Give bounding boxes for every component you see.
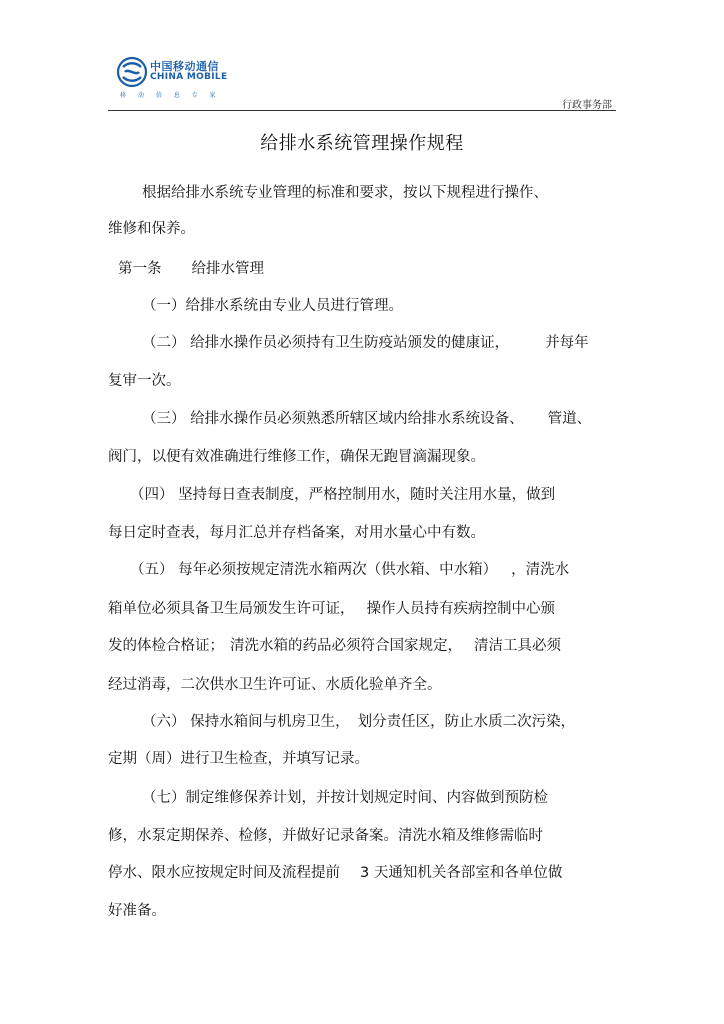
item-4-line-1: （四） 坚持每日查表制度，严格控制用水，随时关注用水量，做到	[130, 487, 556, 503]
item-3-text-b: 管道、	[547, 411, 592, 427]
article-title: 给排水管理	[191, 261, 264, 277]
intro-line-2: 维修和保养。	[108, 221, 195, 237]
logo-english-name: CHINA MOBILE	[150, 72, 228, 82]
item-4-line-2: 每日定时查表，每月汇总并存档备案，对用水量心中有数。	[108, 525, 485, 541]
item-3-text-a: （三） 给排水操作员必须熟悉所辖区域内给排水系统设备、	[142, 411, 524, 427]
item-5-text-a: （五） 每年必须按规定清洗水箱两次（供水箱、中水箱）	[130, 562, 498, 578]
article-number: 第一条	[118, 261, 162, 277]
item-2-line-2: 复审一次。	[108, 373, 181, 389]
item-7-line-1: （七）制定维修保养计划，并按计划规定时间、内容做到预防检	[142, 790, 548, 806]
item-7-text-a: 停水、限水应按规定时间及流程提前	[108, 865, 340, 881]
item-5-text-b: ，清洗水	[511, 562, 570, 578]
item-7-line-2: 修，水泵定期保养、检修，并做好记录备案。清洗水箱及维修需临时	[108, 828, 543, 844]
document-title: 给排水系统管理操作规程	[260, 133, 464, 154]
item-1-line-1: （一）给排水系统由专业人员进行管理。	[142, 298, 403, 314]
item-5-line-4: 经过消毒，二次供水卫生许可证、水质化验单齐全。	[108, 677, 442, 693]
item-2-text-a: （二） 给排水操作员必须持有卫生防疫站颁发的健康证，	[142, 335, 510, 351]
item-7-text-b: 3 天通知机关各部室和各单位做	[360, 865, 563, 881]
item-6-text-a: （六） 保持水箱间与机房卫生，	[142, 714, 350, 730]
item-3-line-1	[142, 407, 591, 428]
intro-line-1: 根据给排水系统专业管理的标准和要求，按以下规程进行操作、	[142, 185, 548, 201]
item-7-line-4: 好准备。	[108, 903, 166, 919]
item-5-line-1	[130, 558, 569, 579]
item-5-text-c: 箱单位必须具备卫生局颁发生许可证，	[108, 601, 355, 617]
header-divider	[108, 110, 616, 111]
item-5-text-f: 清洗水箱的药品必须符合国家规定，	[230, 638, 462, 654]
item-3-line-2: 阀门，以便有效准确进行维修工作，确保无跑冒滴漏现象。	[108, 449, 485, 465]
item-6-line-2: 定期（周）进行卫生检查，并填写记录。	[108, 751, 369, 767]
item-5-text-d: 操作人员持有疾病控制中心颁	[366, 601, 555, 617]
china-mobile-logo	[116, 54, 236, 100]
item-2-line-1	[142, 331, 589, 352]
item-2-text-b: 并每年	[545, 335, 589, 351]
item-5-text-g: 清洁工具必须	[474, 638, 561, 654]
article-heading	[118, 257, 264, 278]
item-6-text-b: 划分责任区，防止水质二次污染，	[357, 714, 576, 730]
item-5-text-e: 发的体检合格证；	[108, 638, 224, 654]
item-5-line-3	[108, 634, 561, 655]
china-mobile-logo-icon	[116, 56, 148, 88]
department-label: 行政事务部	[562, 100, 612, 111]
logo-slogan: 移 动 信 息 专 家	[120, 92, 221, 99]
logo-chinese-name: 中国移动通信	[150, 60, 219, 73]
item-6-line-1	[142, 710, 575, 731]
item-7-line-3	[108, 861, 562, 882]
item-5-line-2	[108, 597, 555, 618]
